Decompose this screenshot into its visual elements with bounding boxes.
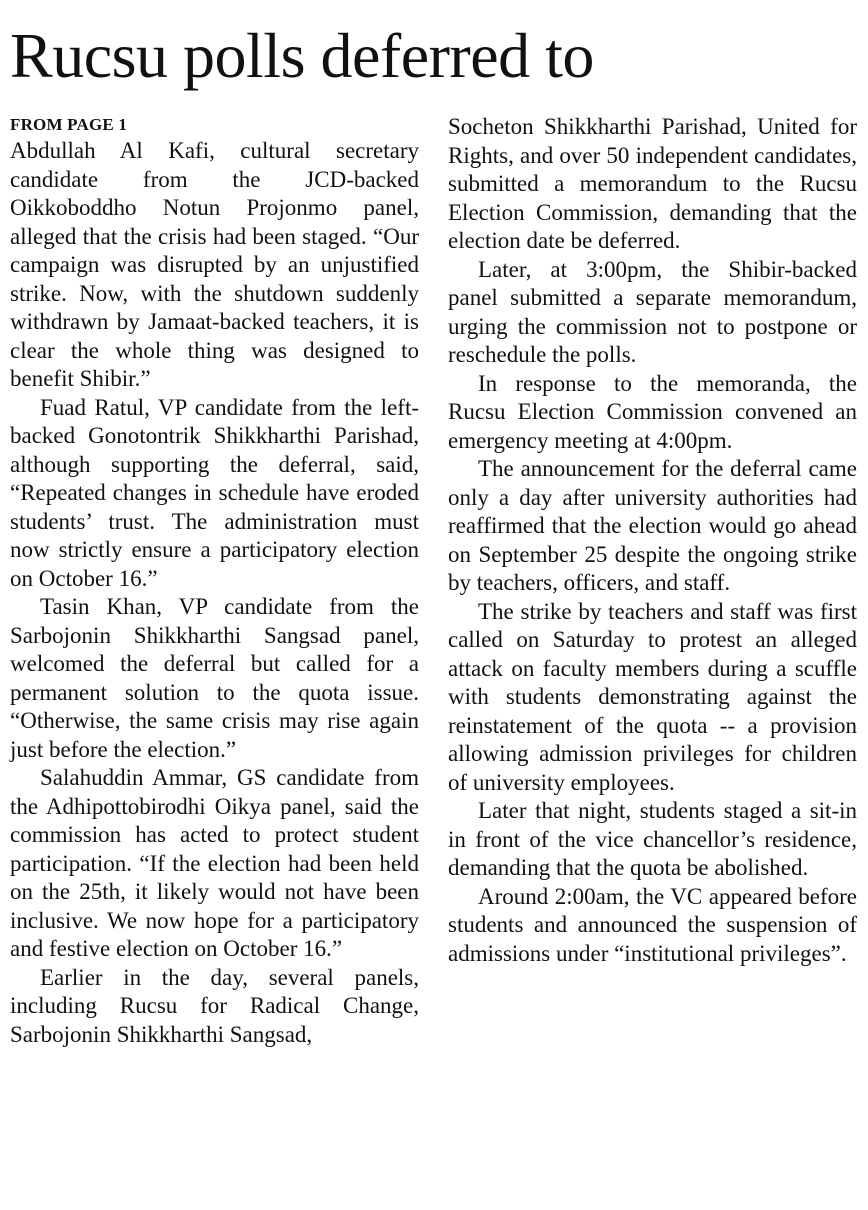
paragraph: Fuad Ratul, VP candidate from the left-backed Gonotontrik Shikkharthi Parishad, although supporting the deferral, said, “Repeated changes in schedule have eroded students’ trust. The administration must now strictly ensure a participatory election on October 16.” [10,394,419,591]
paragraph: Later that night, students staged a sit-in in front of the vice chancellor’s residence, demanding that the quota be abolished. [448,798,857,880]
paragraph: In response to the memoranda, the Rucsu Election Commission convened an emergency meeting at 4:00pm. [448,370,857,453]
paragraph: The announcement for the deferral came only a day after university authorities had reaffirmed that the election would go ahead on September 25 despite the ongoing strike by teachers, officers, and staff. [448,456,857,595]
paragraph: Around 2:00am, the VC appeared before students and announced the suspension of admissions under “institutional privileges”. [448,883,857,966]
jump-label: FROM PAGE 1 [10,115,128,134]
paragraph: Later, at 3:00pm, the Shibir-backed panel submitted a separate memorandum, urging the commission not to postpone or reschedule the polls. [448,256,857,367]
paragraph: Tasin Khan, VP candidate from the Sarbojonin Shikkharthi Sangsad panel, welcomed the deferral but called for a permanent solution to the quota issue. “Otherwise, the same crisis may rise again just before the election.” [10,594,419,762]
paragraph: The strike by teachers and staff was first called on Saturday to protest an alleged attack on faculty members during a scuffle with students demonstrating against the reinstatement of the quota -- a provision allowing admission privileges for children of university employees. [448,598,857,795]
article-column-left [10,113,419,1049]
paragraph: Socheton Shikkharthi Parishad, United for Rights, and over 50 independent candidates, submitted a memorandum to the Rucsu Election Commission, demanding that the election date be deferred. [448,114,857,253]
article-column-right [448,113,857,968]
paragraph: Salahuddin Ammar, GS candidate from the Adhipottobirodhi Oikya panel, said the commission has acted to protect student participation. “If the election had been held on the 25th, it likely would not have been inclusive. We now hope for a participatory and festive election on October 16.” [10,765,419,961]
paragraph: Abdullah Al Kafi, cultural secretary candidate from the JCD-backed Oikkoboddho Notun Projonmo panel, alleged that the crisis had been staged. “Our campaign was disrupted by an unjustified strike. Now, with the shutdown suddenly withdrawn by Jamaat-backed teachers, it is clear the whole thing was designed to benefit Shibir.” [10,138,419,391]
paragraph: Earlier in the day, several panels, including Rucsu for Radical Change, Sarbojonin Shikkharthi Sangsad, [10,964,419,1047]
headline: Rucsu polls deferred to [10,20,594,91]
